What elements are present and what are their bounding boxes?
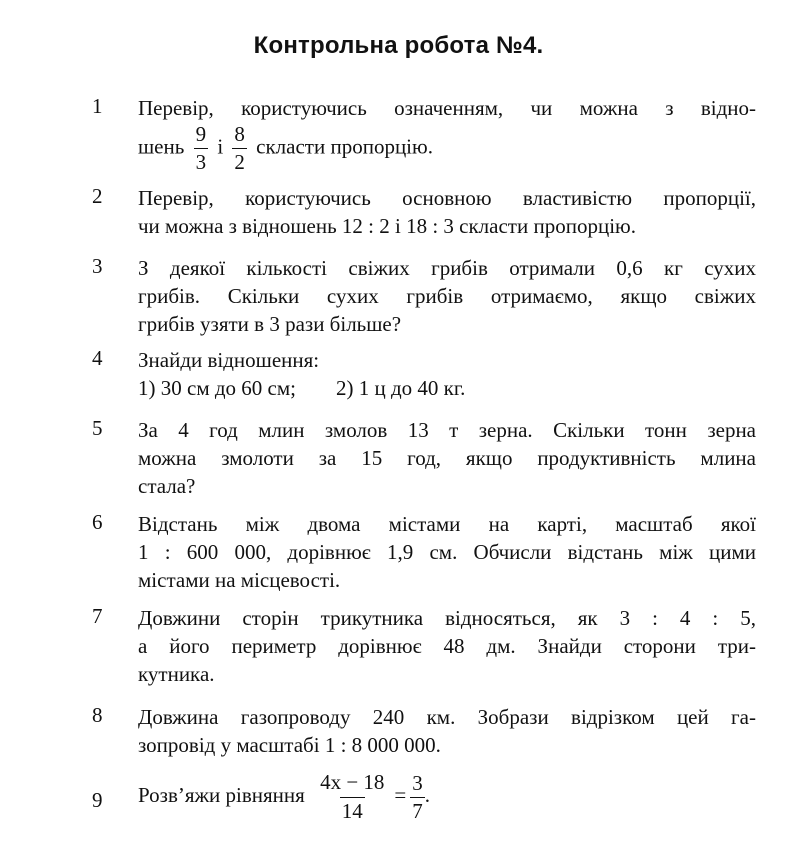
task-line: можна змолоти за 15 год, якщо продуктивність млина [138,446,756,470]
task-number: 4 [92,346,103,370]
task-number: 9 [92,788,103,812]
subtask-a: 1) 30 см до 60 см; [138,376,296,400]
fraction-denominator: 3 [195,150,207,174]
subtask-b: 2) 1 ц до 40 кг. [335,376,466,400]
task-text [138,510,756,594]
fraction [194,124,209,173]
task-word: Розв’яжи рівняння [138,782,305,807]
task-line: стала? [138,474,196,498]
task-text [138,254,756,338]
task-line [138,772,756,822]
fraction-denominator: 2 [234,150,245,174]
fraction [232,124,247,173]
task-line [138,374,756,402]
fraction [410,770,425,823]
fraction-numerator: 4x − 18 [320,770,385,794]
equals-sign: = [394,782,407,807]
task-number: 7 [92,604,103,628]
task-line: Довжини сторін трикутника відносяться, як 3 : 4 : 5, [138,606,756,630]
fraction-denominator: 7 [412,798,423,823]
task-line: грибів узяти в 3 рази більше? [138,312,402,336]
task-text [138,772,756,822]
task-line: грибів. Скільки сухих грибів отримаємо, якщо свіжих [138,284,756,308]
task-word: скласти пропорцію. [256,134,433,159]
task-line: Довжина газопроводу 240 км. Зобрази відрізком цей га- [138,705,756,729]
task-number: 3 [92,254,103,278]
fraction-denominator: 14 [341,799,363,823]
task-text [138,703,756,759]
fraction-numerator: 9 [195,122,207,146]
task-number: 8 [92,703,103,727]
task-number: 2 [92,184,103,208]
task-text [138,184,756,240]
task-line: Перевір, користуючись означенням, чи можна з відно- [138,96,756,120]
task-line: кутника. [138,662,215,686]
task-word: і [217,134,224,159]
task-line: З деякої кількості свіжих грибів отримали 0,6 кг сухих [138,256,756,280]
fraction-numerator: 8 [234,122,245,146]
task-text [138,604,756,688]
task-line: За 4 год млин змолов 13 т зерна. Скільки тонн зерна [138,418,756,442]
task-line: зопровід у масштабі 1 : 8 000 000. [138,733,441,757]
task-line: містами на місцевості. [138,568,341,592]
task-line: Перевір, користуючись основною властивістю пропорції, [138,186,756,210]
task-number: 1 [92,94,103,118]
task-number: 6 [92,510,103,534]
task-line: чи можна з відношень 12 : 2 і 18 : 3 скласти пропорцію. [138,214,636,238]
task-text [138,346,756,402]
task-word: шень [138,134,185,159]
task-text [138,94,756,173]
task-word: . [424,782,430,807]
task-line: Відстань між двома містами на карті, масштаб якої [138,512,756,536]
task-line: а його периметр дорівнює 48 дм. Знайди сторони три- [138,634,756,658]
page-title: Контрольна робота №4. [253,32,544,59]
fraction [314,772,390,822]
task-line: 1 : 600 000, дорівнює 1,9 см. Обчисли відстань між цими [138,540,756,564]
fraction-numerator: 3 [412,770,423,795]
task-number: 5 [92,416,103,440]
task-text [138,416,756,500]
task-line [138,124,756,173]
task-line: Знайди відношення: [138,348,320,372]
